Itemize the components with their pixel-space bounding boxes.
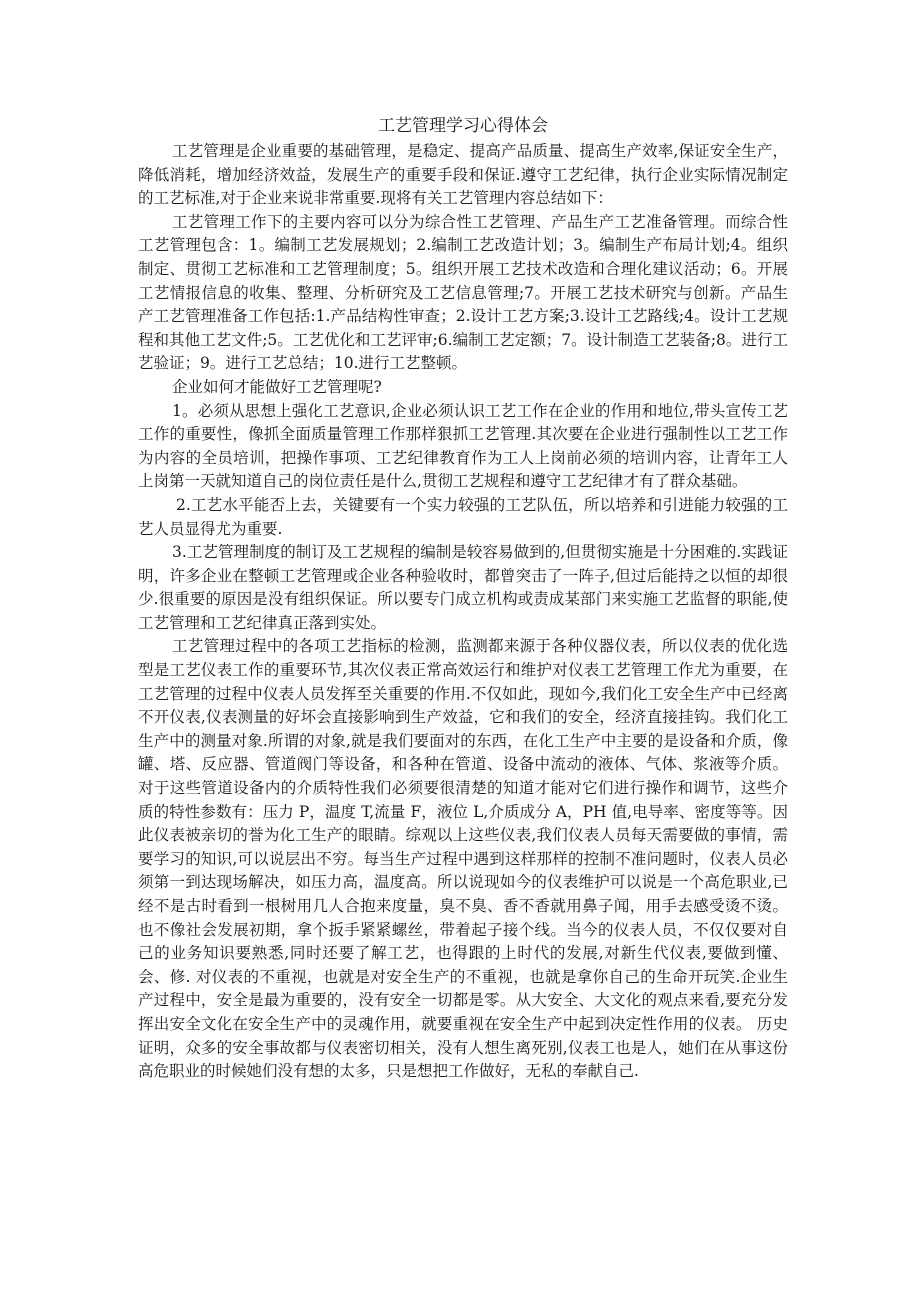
paragraph-point-3: 3.工艺管理制度的制订及工艺规程的编制是较容易做到的,但贯彻实施是十分困难的.实践证明，许多企业在整顿工艺管理或企业各种验收时，都曾突击了一阵子,但过后能持之以恒的却很少.很重要的原因是没有组织保证。所以要专门成立机构或责成某部门来实施工艺监督的职能,使工艺管理和工艺纪律真正落到实处。 xyxy=(138,543,788,632)
paragraph-point-2: 2.工艺水平能否上去，关键要有一个实力较强的工艺队伍，所以培养和引进能力较强的工艺人员显得尤为重要. xyxy=(138,495,788,538)
paragraph-question: 企业如何才能做好工艺管理呢? xyxy=(172,377,382,396)
paragraph-intro: 工艺管理是企业重要的基础管理，是稳定、提高产品质量、提高生产效率,保证安全生产，降低消耗，增加经济效益，发展生产的重要手段和保证.遵守工艺纪律，执行企业实际情况制定的工艺标准,对于企业来说非常重要.现将有关工艺管理内容总结如下： xyxy=(138,142,788,208)
document-body xyxy=(138,112,788,1084)
document-title: 工艺管理学习心得体会 xyxy=(378,116,548,136)
paragraph-point-1: 1。必须从思想上强化工艺意识,企业必须认识工艺工作在企业的作用和地位,带头宣传工艺工作的重要性，像抓全面质量管理工作那样狠抓工艺管理.其次要在企业进行强制性以工艺工作为内容的全员培训，把操作事项、工艺纪律教育作为工人上岗前必须的培训内容，让青年工人上岗第一天就知道自己的岗位责任是什么,贯彻工艺规程和遵守工艺纪律才有了群众基础。 xyxy=(138,401,788,491)
paragraph-instruments: 工艺管理过程中的各项工艺指标的检测，监测都来源于各种仪器仪表，所以仪表的优化选型是工艺仪表工作的重要环节,其次仪表正常高效运行和维护对仪表工艺管理工作尤为重要，在工艺管理的过程中仪表人员发挥至关重要的作用.不仅如此，现如今,我们化工安全生产中已经离不开仪表,仪表测量的好坏会直接影响到生产效益，它和我们的安全，经济直接挂钩。我们化工生产中的测量对象.所谓的对象,就是我们要面对的东西，在化工生产中主要的是设备和介质，像罐、塔、反应器、管道阀门等设备，和各种在管道、设备中流动的液体、气体、浆液等介质。对于这些管道设备内的介质特性我们必须要很清楚的知道才能对它们进行操作和调节，这些介质的特性参数有：压力 P，温度 T,流量 F，液位 L,介质成分 A，PH 值,电导率、密度等等。因此仪表被亲切的誉为化工生产的眼睛。综观以上这些仪表,我们仪表人员每天需要做的事情，需要学习的知识,可以说层出不穷。每当生产过程中遇到这样那样的控制不准问题时，仪表人员必须第一到达现场解决，如压力高，温度高。所以说现如今的仪表维护可以说是一个高危职业,已经不是古时看到一根树用几人合抱来度量，臭不臭、香不香就用鼻子闻，用手去感受烫不烫。也不像社会发展初期，拿个扳手紧紧螺丝，带着起子接个线。当今的仪表人员，不仅仅要对自己的业务知识要熟悉,同时还要了解工艺，也得跟的上时代的发展,对新生代仪表,要做到懂、会、修. 对仪表的不重视，也就是对安全生产的不重视，也就是拿你自己的生命开玩笑.企业生产过程中，安全是最为重要的，没有安全一切都是零。从大安全、大文化的观点来看,要充分发挥出安全文化在安全生产中的灵魂作用，就要重视在安全生产中起到决定性作用的仪表。 历史证明，众多的安全事故都与仪表密切相关，没有人想生离死别,仪表工也是人，她们在从事这份高危职业的时候她们没有想的太多，只是想把工作做好，无私的奉献自己. xyxy=(138,637,788,1081)
paragraph-management-content: 工艺管理工作下的主要内容可以分为综合性工艺管理、产品生产工艺准备管理。而综合性工艺管理包含：1。编制工艺发展规划；2.编制工艺改造计划；3。编制生产布局计划;4。组织制定、贯彻工艺标准和工艺管理制度；5。组织开展工艺技术改造和合理化建议活动；6。开展工艺情报信息的收集、整理、分析研究及工艺信息管理;7。开展工艺技术研究与创新。产品生产工艺管理准备工作包括:1.产品结构性审查；2.设计工艺方案;3.设计工艺路线;4。设计工艺规程和其他工艺文件;5。工艺优化和工艺评审;6.编制工艺定额；7。设计制造工艺装备;8。进行工艺验证；9。进行工艺总结；10.进行工艺整顿。 xyxy=(138,212,788,373)
